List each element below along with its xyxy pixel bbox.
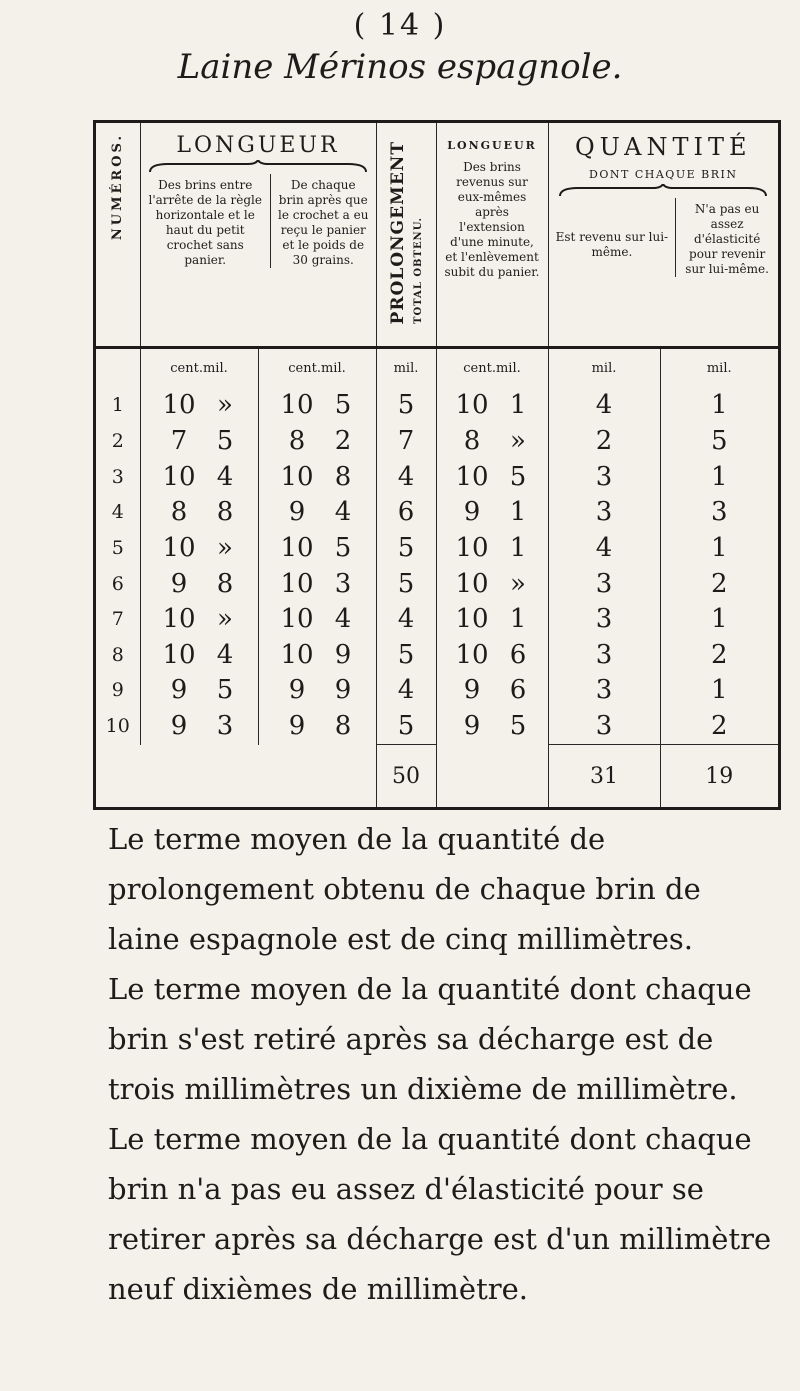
table-row <box>96 601 778 637</box>
cell: 10 <box>280 532 314 563</box>
cell: 10 <box>162 461 196 492</box>
cell: 2 <box>334 425 352 456</box>
body-text <box>108 814 778 1314</box>
unit-label: mil. <box>376 348 436 388</box>
cell: 4 <box>376 601 436 637</box>
cell: 10 <box>280 390 314 421</box>
cell: 9 <box>170 568 188 599</box>
total-obtenu-label: TOTAL OBTENU. <box>413 217 425 325</box>
cell: 10 <box>455 390 489 421</box>
cell: 8 <box>216 568 234 599</box>
table-header-row <box>96 123 778 348</box>
cell: 9 <box>334 675 352 706</box>
cell: » <box>510 425 526 456</box>
numeros-label: NUMÉROS. <box>110 133 126 241</box>
cell: 8 <box>463 425 481 456</box>
cell: 9 <box>463 497 481 528</box>
cell: 5 <box>376 637 436 673</box>
cell: 6 <box>509 675 527 706</box>
unit-label: mil. <box>320 360 346 376</box>
cell: 5 <box>509 461 527 492</box>
cell: 8 <box>288 425 306 456</box>
total-prolongement: 50 <box>376 745 436 807</box>
page-title: Laine Mérinos espagnole. <box>177 47 623 87</box>
unit-label: mil. <box>495 360 521 376</box>
cell: 3 <box>216 711 234 742</box>
row-number: 1 <box>96 387 140 423</box>
prolongement-header <box>376 123 436 348</box>
paragraph: Le terme moyen de la quantité dont chaque brin n'a pas eu assez d'élasticité pour se retirer après sa décharge est d'un millimètre neuf dixièmes de millimètre. <box>108 1122 772 1306</box>
cell: 5 <box>216 675 234 706</box>
cell: 9 <box>334 639 352 670</box>
pas-revenu-sub: N'a pas eu assez d'élasticité pour revenir sur lui-même. <box>685 202 769 276</box>
units-row <box>96 348 778 388</box>
cell: 10 <box>455 461 489 492</box>
table-row <box>96 673 778 709</box>
table-row <box>96 494 778 530</box>
cell: 10 <box>162 532 196 563</box>
cell: 2 <box>710 711 728 742</box>
cell: 10 <box>280 568 314 599</box>
cell: » <box>217 390 233 421</box>
total-revenu: 31 <box>548 745 660 807</box>
totals-row <box>96 745 778 807</box>
paragraph: Le terme moyen de la quantité dont chaque brin s'est retiré après sa décharge est de trois millimètres un dixième de millimètre. <box>108 972 752 1106</box>
cell: 3 <box>548 637 660 673</box>
cell: 9 <box>463 711 481 742</box>
longueur2-header <box>436 123 548 348</box>
row-number: 4 <box>96 494 140 530</box>
prolongement-label: PROLONGEMENT <box>387 140 408 325</box>
cell: » <box>217 604 233 635</box>
brace-icon <box>148 160 368 174</box>
page-number: ( 14 ) <box>353 8 447 43</box>
cell: 10 <box>162 639 196 670</box>
cell: 1 <box>509 497 527 528</box>
cell: » <box>217 532 233 563</box>
cell: 8 <box>334 461 352 492</box>
cell: 9 <box>463 675 481 706</box>
paragraph: Le terme moyen de la quantité de prolongement obtenu de chaque brin de laine espagnole est de cinq millimètres. <box>108 822 701 956</box>
cell: 10 <box>280 604 314 635</box>
quantite-title: QUANTITÉ <box>574 133 752 161</box>
cell: 10 <box>162 390 196 421</box>
cell: 10 <box>455 604 489 635</box>
cell: 5 <box>334 390 352 421</box>
row-number: 5 <box>96 530 140 566</box>
table-row <box>96 423 778 459</box>
row-number: 6 <box>96 566 140 602</box>
table-row <box>96 566 778 602</box>
cell: 4 <box>548 530 660 566</box>
cell: 9 <box>288 675 306 706</box>
cell: 10 <box>162 604 196 635</box>
row-number: 9 <box>96 673 140 709</box>
cell: 10 <box>455 639 489 670</box>
cell: 3 <box>548 673 660 709</box>
unit-label: cent. <box>463 360 496 376</box>
cell: 2 <box>548 423 660 459</box>
cell: 1 <box>509 532 527 563</box>
cell: » <box>510 568 526 599</box>
cell: 9 <box>288 711 306 742</box>
cell: 3 <box>548 601 660 637</box>
cell: 3 <box>334 568 352 599</box>
cell: 1 <box>509 604 527 635</box>
cell: 8 <box>216 497 234 528</box>
cell: 7 <box>170 425 188 456</box>
numeros-header <box>96 123 140 348</box>
longueur2-title: LONGUEUR <box>447 139 537 152</box>
unit-label: cent. <box>170 360 203 376</box>
cell: 2 <box>710 568 728 599</box>
table-row <box>96 530 778 566</box>
cell: 4 <box>334 604 352 635</box>
revenu-sub: Est revenu sur lui-même. <box>549 198 676 277</box>
cell: 1 <box>710 675 728 706</box>
row-number: 2 <box>96 423 140 459</box>
cell: 6 <box>509 639 527 670</box>
cell: 4 <box>376 673 436 709</box>
cell: 9 <box>170 675 188 706</box>
unit-label: cent. <box>288 360 321 376</box>
quantite-header <box>548 123 778 348</box>
cell: 8 <box>334 711 352 742</box>
cell: 4 <box>216 639 234 670</box>
cell: 4 <box>548 387 660 423</box>
row-number: 3 <box>96 459 140 495</box>
cell: 2 <box>710 639 728 670</box>
cell: 10 <box>455 532 489 563</box>
cell: 5 <box>376 566 436 602</box>
brace-icon <box>558 184 768 198</box>
total-pas-revenu: 19 <box>660 745 778 807</box>
cell: 9 <box>288 497 306 528</box>
unit-label: mil. <box>202 360 228 376</box>
longueur-title: LONGUEUR <box>176 133 340 158</box>
cell: 3 <box>548 459 660 495</box>
cell: 5 <box>710 425 728 456</box>
cell: 3 <box>548 494 660 530</box>
cell: 1 <box>710 461 728 492</box>
unit-label: mil. <box>706 360 732 376</box>
cell: 3 <box>548 566 660 602</box>
cell: 1 <box>710 532 728 563</box>
cell: 4 <box>376 459 436 495</box>
row-number: 10 <box>96 708 140 744</box>
cell: 5 <box>334 532 352 563</box>
cell: 10 <box>280 461 314 492</box>
cell: 9 <box>170 711 188 742</box>
longueur-sub1: Des brins entre l'arrête de la règle horizontale et le haut du petit crochet sans panier. <box>141 174 271 268</box>
cell: 5 <box>376 530 436 566</box>
cell: 4 <box>334 497 352 528</box>
cell: 8 <box>170 497 188 528</box>
cell: 5 <box>376 387 436 423</box>
table-row <box>96 637 778 673</box>
row-number: 8 <box>96 637 140 673</box>
longueur-header <box>140 123 376 348</box>
quantite-sub: DONT CHAQUE BRIN <box>589 168 738 181</box>
row-number: 7 <box>96 601 140 637</box>
cell: 5 <box>509 711 527 742</box>
cell: 3 <box>710 497 728 528</box>
cell: 5 <box>376 708 436 744</box>
data-table <box>93 120 781 810</box>
cell: 1 <box>509 390 527 421</box>
cell: 5 <box>216 425 234 456</box>
table-row <box>96 708 778 744</box>
cell: 7 <box>376 423 436 459</box>
unit-label: mil. <box>548 348 660 388</box>
cell: 6 <box>376 494 436 530</box>
cell: 1 <box>710 390 728 421</box>
cell: 1 <box>710 604 728 635</box>
cell: 10 <box>455 568 489 599</box>
longueur-sub2: De chaque brin après que le crochet a eu reçu le panier et le poids de 30 grains. <box>278 178 369 267</box>
table-row <box>96 387 778 423</box>
longueur2-sub: Des brins revenus sur eux-mêmes après l'extension d'une minute, et l'enlèvement subit du panier. <box>444 160 540 279</box>
table-row <box>96 459 778 495</box>
cell: 10 <box>280 639 314 670</box>
cell: 4 <box>216 461 234 492</box>
cell: 3 <box>548 708 660 744</box>
